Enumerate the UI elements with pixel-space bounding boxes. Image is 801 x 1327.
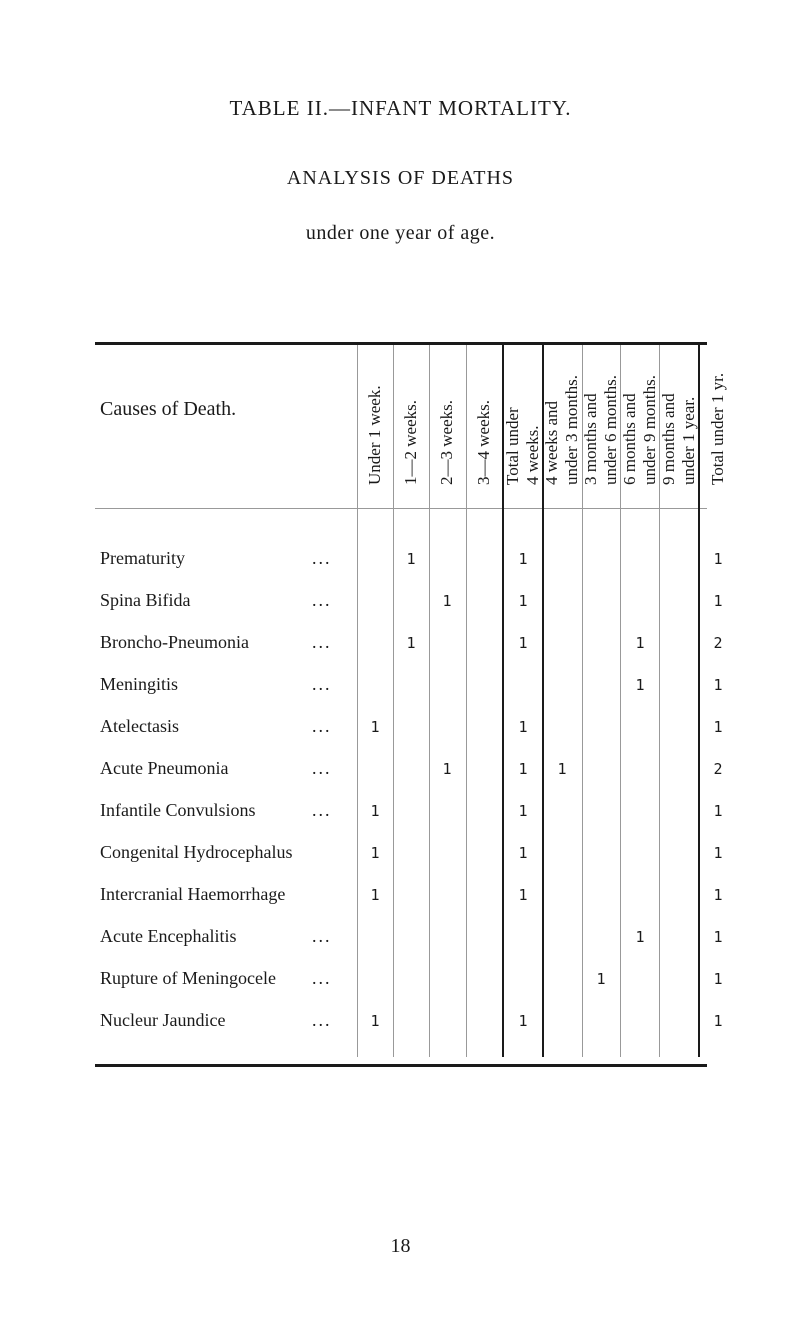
cell-value: 1 — [713, 970, 723, 988]
table-row — [0, 548, 801, 578]
cell-value: 1 — [713, 718, 723, 736]
table-row — [0, 590, 801, 620]
cell-value: 1 — [635, 928, 645, 946]
cause-label: Acute Pneumonia — [100, 758, 229, 778]
cell-value: 1 — [518, 886, 528, 904]
table-row — [0, 674, 801, 704]
table-row — [0, 758, 801, 788]
column-header-line: 3—4 weeks. — [474, 400, 493, 485]
cell-value: 1 — [713, 844, 723, 862]
cause-label: Acute Encephalitis — [100, 926, 237, 946]
column-header-8 — [620, 375, 660, 485]
leader-dots: ... — [312, 758, 332, 778]
cell-value: 1 — [370, 802, 380, 820]
cell-value: 2 — [713, 634, 723, 652]
leader-dots: ... — [312, 674, 332, 694]
column-header-line: 3 months and — [581, 393, 600, 485]
cell-value: 1 — [713, 802, 723, 820]
leader-dots: ... — [312, 548, 332, 568]
table-row — [0, 632, 801, 662]
cell-value: 1 — [370, 1012, 380, 1030]
leader-dots: ... — [312, 590, 332, 610]
cause-label: Nucleur Jaundice — [100, 1010, 226, 1030]
column-header-line: 1—2 weeks. — [401, 400, 420, 485]
leader-dots: ... — [312, 716, 332, 736]
table-row — [0, 1010, 801, 1040]
page-number: 18 — [390, 1235, 411, 1257]
table-subsubtitle: under one year of age. — [305, 222, 496, 244]
column-header-line: 9 months and — [659, 393, 678, 485]
cell-value: 1 — [518, 844, 528, 862]
column-header-line: 4 weeks and — [542, 400, 561, 485]
column-header-10 — [708, 373, 728, 485]
page-title: TABLE II.—INFANT MORTALITY. — [229, 96, 572, 120]
cause-label: Atelectasis — [100, 716, 179, 736]
cell-value: 1 — [370, 844, 380, 862]
column-header-line: 2—3 weeks. — [437, 400, 456, 485]
column-header-line: Total under 1 yr. — [708, 372, 727, 485]
column-header-1 — [365, 385, 385, 485]
cell-value: 1 — [406, 550, 416, 568]
column-header-line: under 1 year. — [679, 396, 698, 485]
table-row — [0, 884, 801, 914]
cell-value: 1 — [518, 592, 528, 610]
leader-dots: ... — [312, 926, 332, 946]
column-header-7 — [581, 375, 621, 485]
leader-dots: ... — [312, 632, 332, 652]
table-bottom-rule — [95, 1064, 707, 1067]
column-header-line: under 9 months. — [640, 374, 659, 485]
table-row — [0, 800, 801, 830]
column-header-line: Under 1 week. — [365, 385, 384, 485]
table-row — [0, 716, 801, 746]
column-header-line: 6 months and — [620, 393, 639, 485]
cell-value: 1 — [596, 970, 606, 988]
cell-value: 1 — [518, 634, 528, 652]
cell-value: 1 — [713, 886, 723, 904]
column-header-5 — [503, 407, 543, 485]
cell-value: 1 — [406, 634, 416, 652]
cell-value: 1 — [713, 928, 723, 946]
cell-value: 1 — [557, 760, 567, 778]
cause-label: Intercranial Haemorrhage — [100, 884, 286, 904]
cell-value: 1 — [518, 760, 528, 778]
column-header-line: Total under — [503, 407, 522, 485]
column-header-line: under 3 months. — [562, 374, 581, 485]
cell-value: 1 — [370, 886, 380, 904]
column-header-9 — [659, 393, 699, 485]
column-header-3 — [437, 400, 457, 485]
cell-value: 1 — [442, 592, 452, 610]
column-header-line: 4 weeks. — [523, 425, 542, 485]
cell-value: 1 — [518, 802, 528, 820]
cell-value: 1 — [518, 1012, 528, 1030]
header-separator — [95, 508, 707, 509]
table-subtitle: ANALYSIS OF DEATHS — [286, 167, 515, 189]
table-row — [0, 926, 801, 956]
cell-value: 1 — [713, 592, 723, 610]
cause-label: Congenital Hydrocephalus — [100, 842, 293, 862]
cause-label: Infantile Convulsions — [100, 800, 256, 820]
cell-value: 1 — [713, 550, 723, 568]
cause-label: Broncho-Pneumonia — [100, 632, 249, 652]
cell-value: 1 — [370, 718, 380, 736]
leader-dots: ... — [312, 800, 332, 820]
leader-dots: ... — [312, 968, 332, 988]
column-header-6 — [542, 375, 582, 485]
cause-label: Prematurity — [100, 548, 185, 568]
cell-value: 1 — [713, 676, 723, 694]
cell-value: 1 — [442, 760, 452, 778]
cause-column-header: Causes of Death. — [100, 398, 237, 420]
cell-value: 1 — [635, 634, 645, 652]
cell-value: 1 — [518, 718, 528, 736]
leader-dots: ... — [312, 1010, 332, 1030]
cause-label: Meningitis — [100, 674, 179, 694]
cell-value: 1 — [635, 676, 645, 694]
cell-value: 2 — [713, 760, 723, 778]
table-top-rule — [95, 342, 707, 345]
column-header-4 — [474, 400, 494, 485]
column-header-line: under 6 months. — [601, 374, 620, 485]
cell-value: 1 — [518, 550, 528, 568]
cell-value: 1 — [713, 1012, 723, 1030]
cause-label: Rupture of Meningocele — [100, 968, 276, 988]
cause-label: Spina Bifida — [100, 590, 191, 610]
table-row — [0, 842, 801, 872]
column-header-2 — [401, 400, 421, 485]
table-row — [0, 968, 801, 998]
